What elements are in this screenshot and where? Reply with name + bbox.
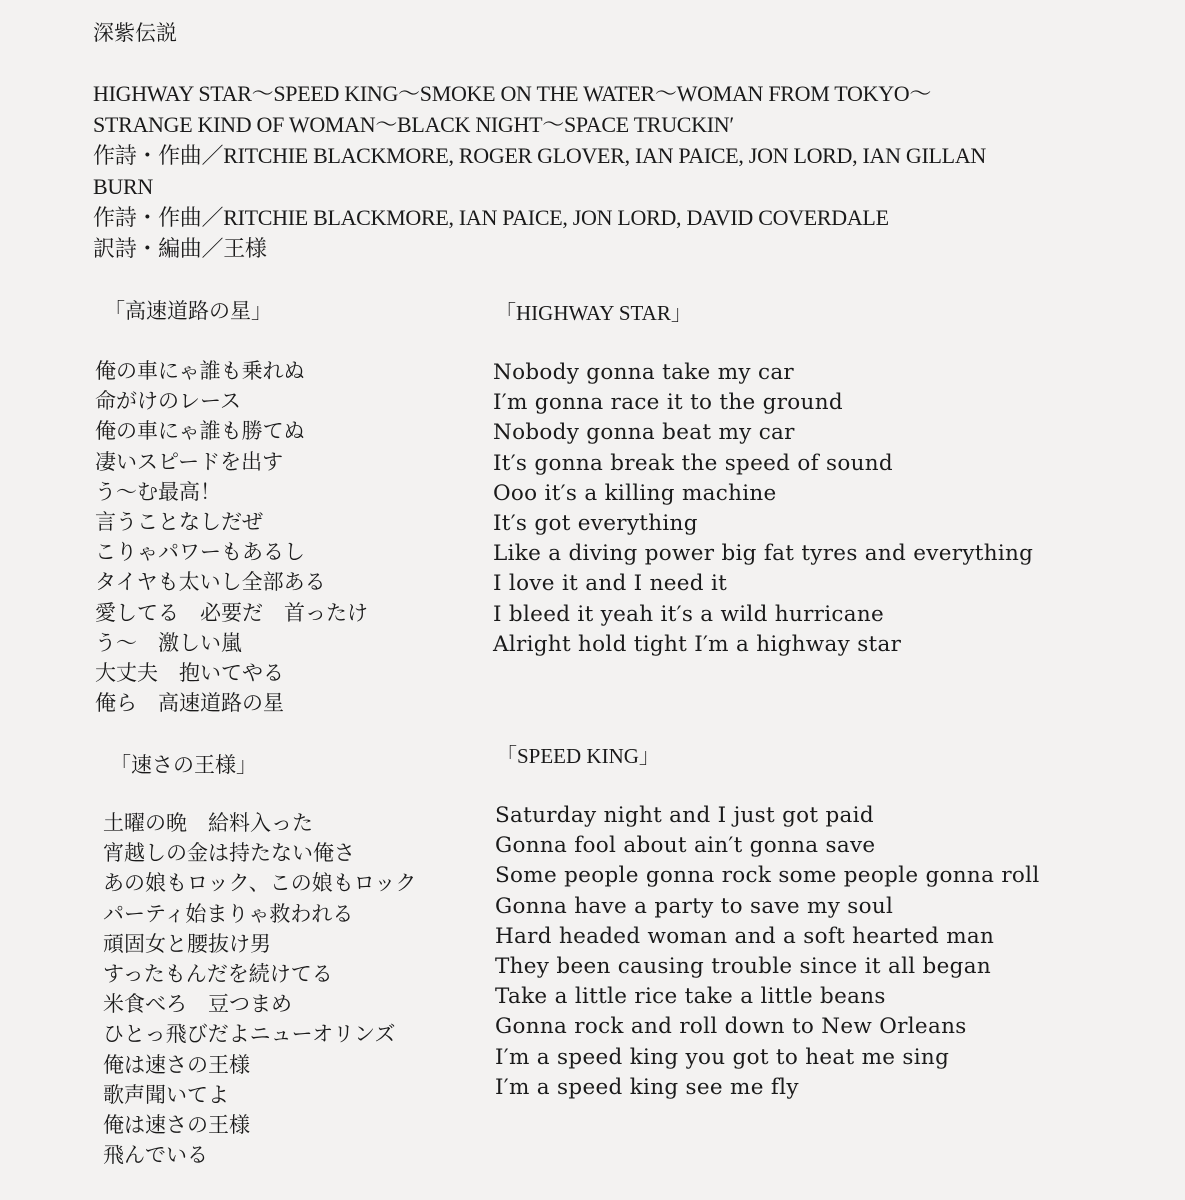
lyric-line: 歌声聞いてよ xyxy=(103,1082,229,1107)
lyric-line: I love it and I need it xyxy=(493,571,728,597)
lyric-line: It′s gonna break the speed of sound xyxy=(493,450,893,476)
lyric-line: I′m a speed king see me fly xyxy=(495,1074,799,1100)
lyric-line: Gonna rock and roll down to New Orleans xyxy=(495,1014,967,1040)
song-title: 深紫伝説 xyxy=(93,21,177,45)
lyric-line: Some people gonna rock some people gonna roll xyxy=(495,863,1040,889)
lyric-line: I′m a speed king you got to heat me sing xyxy=(495,1044,950,1070)
lyric-line: 凄いスピードを出す xyxy=(95,449,284,474)
credit-line: HIGHWAY STAR～SPEED KING～SMOKE ON THE WATER～WOMAN FROM TOKYO～ xyxy=(93,81,932,106)
lyrics-en xyxy=(495,801,1040,1103)
lyrics-jp xyxy=(103,808,416,1170)
lyric-line: 俺の車にゃ誰も勝てぬ xyxy=(95,419,305,444)
lyric-line: タイヤも太いし全部ある xyxy=(95,570,326,595)
lyric-line: Saturday night and I just got paid xyxy=(495,803,874,828)
lyric-line: 俺は速さの王様 xyxy=(103,1052,250,1077)
lyric-line: 命がけのレース xyxy=(95,389,241,414)
lyric-line: 愛してる 必要だ 首ったけ xyxy=(95,600,368,625)
lyric-line: They been causing trouble since it all began xyxy=(495,954,991,980)
credit-line: 作詩・作曲／RITCHIE BLACKMORE, IAN PAICE, JON LORD, DAVID COVERDALE xyxy=(93,205,889,230)
lyric-line: パーティ始まりゃ救われる xyxy=(103,901,354,926)
lyric-line: 宵越しの金は持たない俺さ xyxy=(103,841,355,866)
credit-line: STRANGE KIND OF WOMAN～BLACK NIGHT～SPACE TRUCKIN′ xyxy=(93,112,734,137)
lyric-line: Nobody gonna beat my car xyxy=(493,420,795,446)
lyric-line: 土曜の晩 給料入った xyxy=(103,811,313,835)
lyric-line: 飛んでいる xyxy=(103,1143,208,1168)
lyric-line: Gonna fool about ain′t gonna save xyxy=(495,833,876,859)
lyric-line: 米食べろ 豆つまめ xyxy=(103,992,292,1017)
lyric-line: 言うことなしだぜ xyxy=(95,510,263,535)
lyric-line: すったもんだを続けてる xyxy=(103,962,333,987)
lyric-line: 俺ら 高速道路の星 xyxy=(95,691,284,716)
lyrics-en xyxy=(493,358,1033,660)
lyric-line: I′m gonna race it to the ground xyxy=(493,390,843,416)
lyric-line: 俺の車にゃ誰も乗れぬ xyxy=(95,359,305,383)
lyric-line: う～ 激しい嵐 xyxy=(95,630,242,655)
lyric-line: It′s got everything xyxy=(493,511,698,537)
lyric-line: 頑固女と腰抜け男 xyxy=(103,931,271,956)
lyric-line: Hard headed woman and a soft hearted man xyxy=(495,923,995,949)
lyric-line: I bleed it yeah it′s a wild hurricane xyxy=(493,601,885,627)
section-heading-en: 「HIGHWAY STAR」 xyxy=(495,301,692,325)
section-heading-en: 「SPEED KING」 xyxy=(496,744,660,768)
lyric-line: Alright hold tight I′m a highway star xyxy=(493,631,902,657)
lyric-line: 俺は速さの王様 xyxy=(103,1113,250,1138)
credits-block xyxy=(93,78,986,264)
credit-line: 訳詩・編曲／王様 xyxy=(93,236,267,261)
credit-line: 作詩・作曲／RITCHIE BLACKMORE, ROGER GLOVER, IAN PAICE, JON LORD, IAN GILLAN xyxy=(93,143,987,168)
credit-line: BURN xyxy=(93,174,153,199)
lyric-line: Gonna have a party to save my soul xyxy=(495,893,894,919)
lyric-line: あの娘もロック、この娘もロック xyxy=(103,871,417,896)
lyric-line: Nobody gonna take my car xyxy=(493,360,795,385)
lyric-line: ひとっ飛びだよニューオリンズ xyxy=(103,1022,396,1047)
lyric-line: Ooo it′s a killing machine xyxy=(493,480,777,506)
section-heading-jp: 「高速道路の星」 xyxy=(104,299,272,323)
lyric-line: Like a diving power big fat tyres and everything xyxy=(493,541,1034,567)
lyric-line: 大丈夫 抱いてやる xyxy=(95,661,284,686)
lyric-line: Take a little rice take a little beans xyxy=(495,984,886,1010)
lyric-line: う～む最高！ xyxy=(95,479,221,504)
section-heading-jp: 「速さの王様」 xyxy=(110,753,257,777)
lyric-line: こりゃパワーもあるし xyxy=(95,540,305,565)
lyrics-jp xyxy=(95,356,368,718)
